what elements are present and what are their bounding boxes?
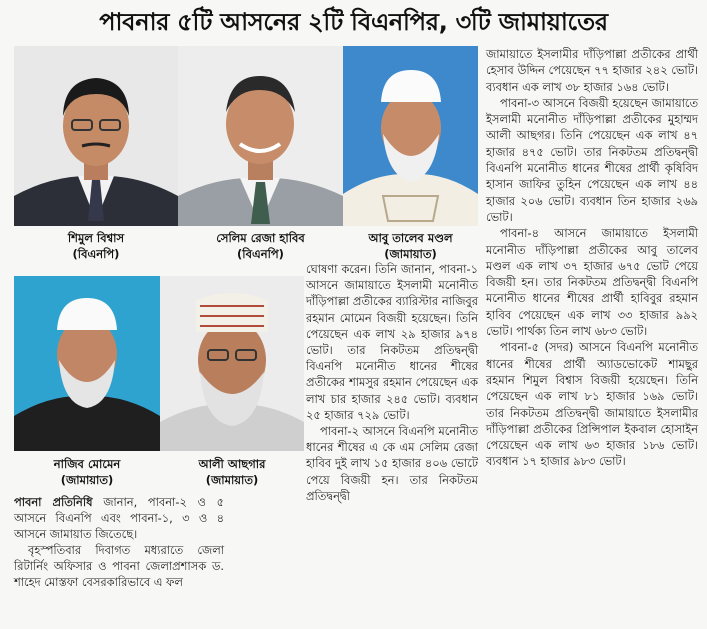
article-paragraph: জামায়াতে ইসলামীর দাঁড়িপাল্লা প্রতীকের প্রার্থী হেসাব উদ্দিন পেয়েছেন ৭৭ হাজার ২৪২ ভোট। ব্যবধান এক লাখ ৩৮ হাজার ১৬৪ ভোট। bbox=[486, 47, 698, 94]
caption-selim-reza-habib bbox=[178, 230, 343, 262]
article-byline: পাবনা প্রতিনিধি bbox=[14, 495, 93, 509]
photo-ali-asgar bbox=[160, 276, 304, 451]
article-column-middle bbox=[306, 261, 478, 504]
photo-najib-momen bbox=[14, 276, 160, 451]
article-paragraph: পাবনা-৫ (সদর) আসনে বিএনপি মনোনীত ধানের শীষের প্রার্থী অ্যাডভোকেট শামছুর রহমান শিমুল বিশ্বাস বিজয়ী হয়েছেন। তিনি পেয়েছেন এক লাখ ৮১ হাজার ১৬৯ ভোট। তার নিকটতম প্রতিদ্বন্দ্বী জামায়াতে ইসলামীর দাঁড়িপাল্লা প্রতীকের প্রিন্সিপাল ইকবাল হোসাইন পেয়েছেন এক লাখ ৬৩ হাজার ১৮৬ ভোট। ব্যবধান ১৭ হাজার ৯৮৩ ভোট। bbox=[486, 340, 698, 469]
article-paragraph: বৃহস্পতিবার দিবাগত মধ্যরাতে জেলা রিটার্নিং অফিসার ও পাবনা জেলাপ্রশাসক ড. শাহেদ মোস্তফা বেসরকারিভাবে এ ফল bbox=[14, 543, 224, 589]
photo-selim-reza-habib bbox=[178, 46, 343, 226]
article-paragraph: পাবনা-৩ আসনে বিজয়ী হয়েছেন জামায়াতে ইসলামী মনোনীত দাঁড়িপাল্লা প্রতীকের মুহাম্মদ আলী আছগর। তিনি পেয়েছেন এক লাখ ৪৭ হাজার ৪৭৫ ভোট। তার নিকটতম প্রতিদ্বন্দ্বী বিএনপি মনোনীত ধানের শীষের প্রার্থী কৃষিবিদ হাসান জাফির তুহিন পেয়েছেন এক লাখ ৪৪ হাজার ২০৬ ভোট। ব্যবধান তিন হাজার ২৬৯ ভোট। bbox=[486, 95, 698, 224]
headline: পাবনার ৫টি আসনের ২টি বিএনপির, ৩টি জামায়াতের bbox=[99, 8, 608, 36]
caption-party: (জামায়াত) bbox=[384, 247, 437, 261]
caption-name: শিমুল বিশ্বাস bbox=[67, 231, 125, 245]
article-column-right bbox=[486, 46, 698, 470]
caption-najib-momen bbox=[14, 456, 160, 488]
caption-name: আলী আছগার bbox=[198, 457, 266, 471]
photo-abu-taleb-mondol bbox=[343, 46, 478, 226]
article-paragraph: ঘোষণা করেন। তিনি জানান, পাবনা-১ আসনে জামায়াতে ইসলামী মনোনীত দাঁড়িপাল্লা প্রতীকের ব্যারিস্টার নাজিবুর রহমান মোমেন বিজয়ী হয়েছেন। তিনি পেয়েছেন এক লাখ ২৯ হাজার ৯৭৪ ভোট। তার নিকটতম প্রতিদ্বন্দ্বী বিএনপি মনোনীত ধানের শীষের প্রতীকের শামসুর রহমান পেয়েছেন এক লাখ চার হাজার ২৪৫ ভোট। ব্যবধান ২৫ হাজার ৭২৯ ভোট। bbox=[306, 262, 478, 422]
caption-party: (জামায়াত) bbox=[60, 473, 114, 487]
photo-shimul-biswas bbox=[14, 46, 178, 226]
article-column-left bbox=[14, 494, 224, 590]
article-paragraph: পাবনা-২ আসনে বিএনপি মনোনীত ধানের শীষের এ কে এম সেলিম রেজা হাবিব দুই লাখ ১৫ হাজার ৪০৬ ভোটে পেয়ে বিজয়ী হন। তার নিকটতম প্রতিদ্বন্দ্বী bbox=[306, 424, 478, 503]
caption-party: (জামায়াত) bbox=[205, 473, 259, 487]
article-lead bbox=[14, 494, 224, 542]
caption-party: (বিএনপি) bbox=[237, 247, 284, 261]
caption-ali-asgar bbox=[160, 456, 304, 488]
caption-abu-taleb-mondol bbox=[343, 230, 478, 262]
caption-shimul-biswas bbox=[14, 230, 178, 262]
caption-name: আবু তালেব মণ্ডল bbox=[368, 231, 453, 245]
article-lead-text: জানান, পাবনা-২ ও ৫ আসনে বিএনপি এবং পাবনা-১, ৩ ও ৪ আসনে জামায়াত জিতেছে। bbox=[14, 495, 224, 541]
caption-name: সেলিম রেজা হাবিব bbox=[216, 231, 305, 245]
article-paragraph: পাবনা-৪ আসনে জামায়াতে ইসলামী মনোনীত দাঁড়িপাল্লা প্রতীকের আবু তালেব মণ্ডল এক লাখ ৩৭ হাজার ৬৭৫ ভোট পেয়ে বিজয়ী হন। তার নিকটতম প্রতিদ্বন্দ্বী বিএনপি মনোনীত ধানের শীষের প্রার্থী হাবিবুর রহমান হাবিব পেয়েছেন এক লাখ ৩৩ হাজার ৯৯২ ভোট। পার্থক্য তিন লাখ ৬৮৩ ভোট। bbox=[486, 226, 698, 339]
caption-party: (বিএনপি) bbox=[72, 247, 120, 261]
caption-name: নাজিব মোমেন bbox=[53, 457, 121, 471]
